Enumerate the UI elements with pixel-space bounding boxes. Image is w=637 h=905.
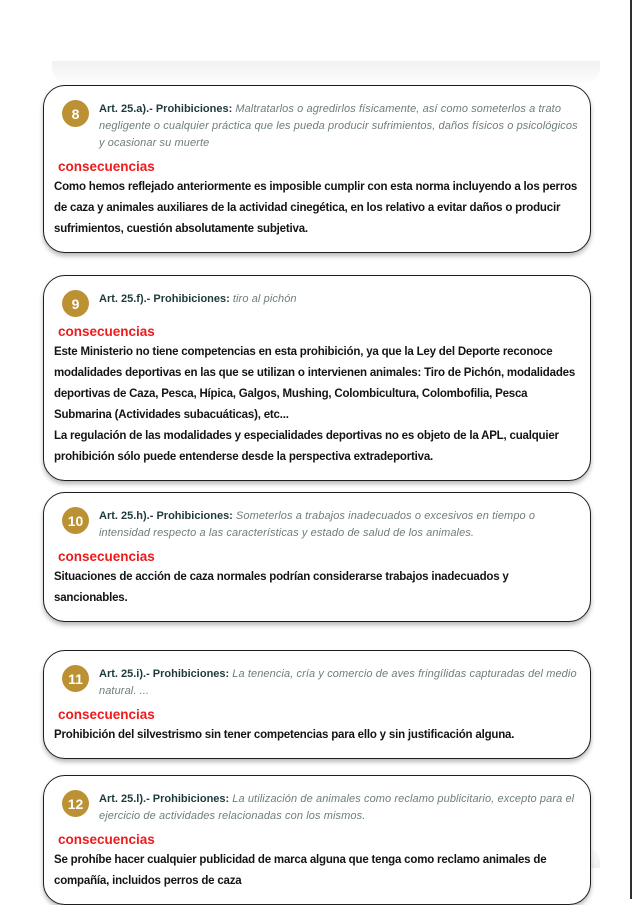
consequences-label: consecuencias (58, 324, 155, 339)
article-card-9 (43, 275, 591, 481)
prohibition-quote: La tenencia, cría y comercio de aves fringílidas capturadas del medio natural. ... (99, 668, 577, 697)
consequences-text: Situaciones de acción de caza normales podrían considerarse trabajos inadecuados y sancionables. (54, 571, 509, 604)
number-badge: 9 (62, 290, 89, 317)
card-header (54, 660, 578, 700)
consequences-text: La regulación de las modalidades y especialidades deportivas no es objeto de la APL, cualquier prohibición sólo puede entenderse desde la perspectiva extradeportiva. (54, 430, 559, 463)
number-badge: 11 (62, 665, 89, 692)
consequences-label: consecuencias (58, 159, 155, 174)
consequences-label: consecuencias (58, 832, 155, 847)
article-label: Art. 25.a).- Prohibiciones: (99, 103, 233, 115)
page-shadow-top (52, 61, 600, 83)
prohibition-quote: Someterlos a trabajos inadecuados o excesivos en tiempo o intensidad respecto a las características y estado de salud de los animales. (99, 510, 536, 539)
card-header (54, 285, 578, 317)
number-badge: 10 (62, 507, 89, 534)
consequences-text: Prohibición del silvestrismo sin tener competencias para ello y sin justificación alguna. (54, 729, 515, 741)
number-badge: 12 (62, 790, 89, 817)
prohibition-quote: La utilización de animales como reclamo publicitario, excepto para el ejercicio de actividades relacionadas con los mismos. (99, 793, 575, 822)
article-heading (99, 505, 578, 542)
prohibition-quote: tiro al pichón (232, 293, 297, 305)
article-heading (99, 288, 297, 308)
article-card-10 (43, 492, 591, 622)
article-label: Art. 25.h).- Prohibiciones: (99, 510, 233, 522)
card-header (54, 502, 578, 542)
article-label: Art. 25.f).- Prohibiciones: (99, 293, 230, 305)
prohibition-quote: Maltratarlos o agredirlos físicamente, así como someterlos a trato negligente o cualquier práctica que les pueda producir sufrimientos, daños físicos o psicológicos y ocasionar su muerte (99, 103, 578, 149)
article-card-list (43, 85, 591, 905)
article-label: Art. 25.l).- Prohibiciones: (99, 793, 230, 805)
article-label: Art. 25.i).- Prohibiciones: (99, 668, 230, 680)
consequences-label: consecuencias (58, 707, 155, 722)
consequences-label: consecuencias (58, 549, 155, 564)
page-edge-divider (630, 0, 632, 899)
article-card-8 (43, 85, 591, 253)
card-header (54, 785, 578, 825)
consequences-text: Se prohíbe hacer cualquier publicidad de marca alguna que tenga como reclamo animales de compañía, incluidos perros de caza (54, 854, 547, 887)
article-heading (99, 663, 578, 700)
article-card-12 (43, 775, 591, 905)
article-heading (99, 788, 578, 825)
number-badge: 8 (62, 100, 89, 127)
card-header (54, 95, 578, 152)
article-card-11 (43, 650, 591, 759)
article-heading (99, 98, 578, 152)
consequences-text: Este Ministerio no tiene competencias en esta prohibición, ya que la Ley del Deporte reconoce modalidades deportivas en las que se utilizan o intervienen animales: Tiro de Pichón, modalidades deportivas de Caza, Pesca, Hípica, Galgos, Mushing, Colombicultura, Colombofilia, Pesca Submarina (Actividades subacuáticas), etc... (54, 346, 576, 421)
consequences-text: Como hemos reflejado anteriormente es imposible cumplir con esta norma incluyendo a los perros de caza y animales auxiliares de la actividad cinegética, en los relativo a evitar daños o producir sufrimientos, cuestión absolutamente subjetiva. (54, 181, 578, 235)
